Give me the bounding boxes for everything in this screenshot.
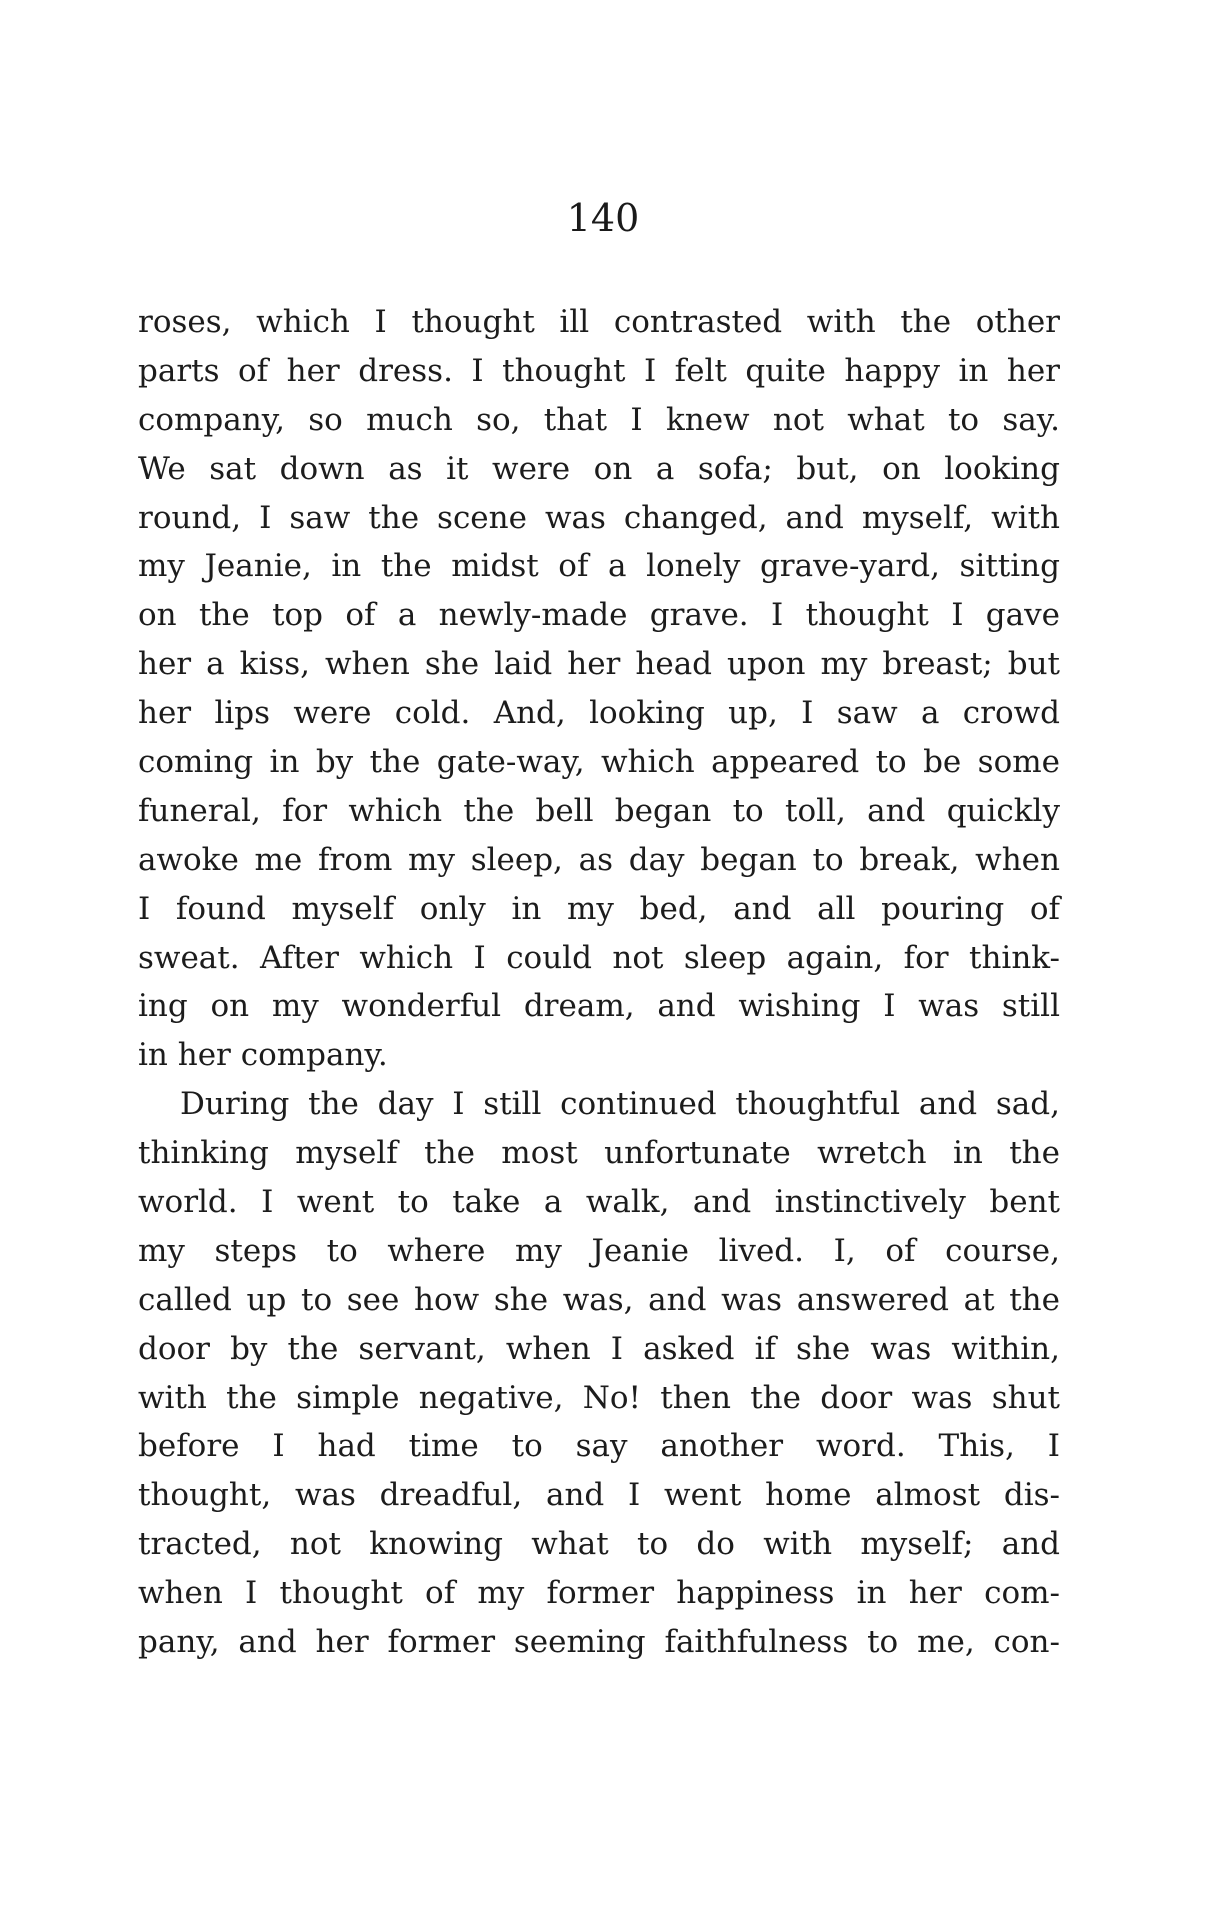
text-line: tracted, not knowing what to do with myself; and <box>138 1526 1060 1563</box>
text-line: with the simple negative, No! then the door was shut <box>138 1379 1060 1416</box>
text-line: her a kiss, when she laid her head upon my breast; but <box>138 646 1060 683</box>
text-line: in her company. <box>138 1037 388 1074</box>
text-line: world. I went to take a walk, and instinctively bent <box>138 1184 1060 1221</box>
text-line: thinking myself the most unfortunate wretch in the <box>138 1135 1060 1172</box>
text-line: ing on my wonderful dream, and wishing I was still <box>138 988 1060 1025</box>
text-line: coming in by the gate-way, which appeared to be some <box>138 744 1060 781</box>
text-line: pany, and her former seeming faithfulness to me, con- <box>138 1624 1060 1661</box>
text-line: awoke me from my sleep, as day began to break, when <box>138 841 1060 878</box>
text-line: door by the servant, when I asked if she was within, <box>138 1330 1060 1367</box>
text-line: my Jeanie, in the midst of a lonely grave-yard, sitting <box>138 548 1060 585</box>
text-line: when I thought of my former happiness in her com- <box>138 1575 1060 1612</box>
text-line: parts of her dress. I thought I felt quite happy in her <box>138 352 1060 389</box>
text-line: on the top of a newly-made grave. I thought I gave <box>138 597 1060 634</box>
text-line: thought, was dreadful, and I went home almost dis- <box>138 1477 1060 1514</box>
page-number: 140 <box>566 196 640 240</box>
text-line: roses, which I thought ill contrasted with the other <box>138 304 1060 340</box>
text-line: During the day I still continued thoughtful and sad, <box>180 1086 1060 1123</box>
text-line: round, I saw the scene was changed, and myself, with <box>138 499 1060 536</box>
text-line: I found myself only in my bed, and all pouring of <box>138 890 1060 927</box>
text-line: funeral, for which the bell began to toll, and quickly <box>138 792 1060 829</box>
text-line: her lips were cold. And, looking up, I saw a crowd <box>138 695 1060 732</box>
text-line: my steps to where my Jeanie lived. I, of course, <box>138 1232 1060 1269</box>
text-line: sweat. After which I could not sleep again, for think- <box>138 939 1060 976</box>
body-text <box>138 298 1060 1667</box>
text-line: before I had time to say another word. This, I <box>138 1428 1060 1465</box>
text-line: company, so much so, that I knew not what to say. <box>138 401 1060 438</box>
text-line: We sat down as it were on a sofa; but, on looking <box>138 450 1060 487</box>
text-line: called up to see how she was, and was answered at the <box>138 1281 1060 1318</box>
